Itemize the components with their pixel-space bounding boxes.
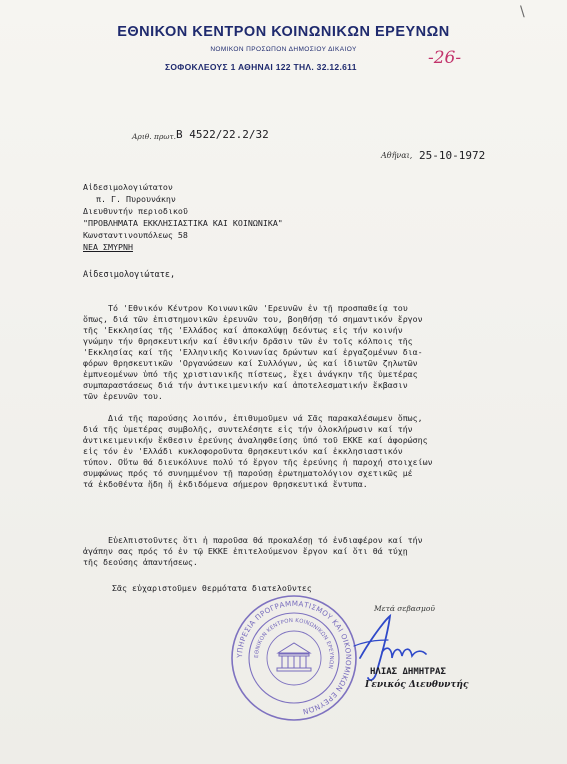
- thanks-line: Σᾶς εὐχαριστοῦμεν θερμότατα διατελοῦντες: [112, 583, 312, 593]
- salutation: Αἰδεσιμολογιώτατε,: [83, 270, 176, 280]
- body-line: συμφώνως πρός τό συνημμένον τῇ παρούσῃ ἐρωτηματολόγιον σχετικῶς μέ: [83, 468, 413, 478]
- body-line: τά ἐκδοθέντα ἤδη ἤ ἐκδιδόμενα σήμερον θρησκευτικά ἔντυπα.: [83, 479, 368, 489]
- body-line: τῆς δεούσης ἀπαντήσεως.: [83, 557, 198, 567]
- body-line: ἀντικειμενικήν ἔκθεσιν ἐρεύνης ἀναληφθείσης ὑπό τοῦ ΕΚΚΕ καί ἀφορώσης: [83, 435, 428, 445]
- handwritten-signature-icon: [330, 610, 450, 690]
- body-line: τῆς 'Εκκλησίας τῆς 'Ελλάδος καί ἀποκαλύψῃ δεόντως εἰς τήν κοινήν: [83, 325, 403, 335]
- body-line: διά τῆς ὑμετέρας συμβολῆς, συντελέσητε εἰς τήν ὁλοκλήρωσιν καί τήν: [83, 424, 413, 434]
- signatory-title: Γενικός Διευθυντής: [365, 680, 469, 690]
- body-line: συμπαραστάσεως διά τήν ἀντικειμενικήν καί ἀποτελεσματικήν ἔκβασιν: [83, 380, 408, 390]
- body-line: 'Εκκλησίας καί τῆς 'Ελληνικῆς Κοινωνίας δρώντων καί ἐργαζομένων δια-: [83, 347, 423, 357]
- corner-mark: \: [520, 4, 525, 20]
- recipient-line: Διευθυντήν περιοδικοῦ: [83, 206, 188, 216]
- stamp-outer-path: ΥΠΗΡΕΣΙΑ ΠΡΟΓΡΑΜΜΑΤΙΣΜΟΥ ΚΑΙ ΟΙΚΟΝΟΜΙΚΩΝ ΕΡΕΥΝΩΝ: [234, 598, 354, 717]
- body-line: εἰς τόν ἐν 'Ελλάδι κυκλοφοροῦντα θρησκευτικόν καί ἐκκλησιαστικόν: [83, 446, 403, 456]
- date-label: Αθῆναι,: [381, 151, 413, 160]
- stamp-inner-path: ΕΘΝΙΚΟΝ ΚΕΝΤΡΟΝ ΚΟΙΝΩΝΙΚΩΝ ΕΡΕΥΝΩΝ: [253, 617, 335, 670]
- letterhead-legal-status: ΝΟΜΙΚΟΝ ΠΡΟΣΩΠΟΝ ΔΗΜΟΣΙΟΥ ΔΙΚΑΙΟΥ: [210, 46, 357, 53]
- body-line: ἀγάπην σας πρός τό ἐν τῷ ΕΚΚΕ ἐπιτελούμενον ἔργον καί ὅτι θά τύχῃ: [83, 546, 408, 556]
- recipient-city: ΝΕΑ ΣΜΥΡΝΗ: [83, 242, 133, 252]
- handwritten-number: -26-: [428, 48, 462, 68]
- body-line: φόρων θρησκευτικῶν 'Οργανώσεων καί Συλλόγων, ὡς καί ἰδιωτῶν ζηλωτῶν: [83, 358, 418, 368]
- closing-formula: Μετά σεβασμοῦ: [374, 604, 435, 613]
- protocol-number: Β 4522/22.2/32: [176, 128, 269, 141]
- recipient-line: "ΠΡΟΒΛΗΜΑΤΑ ΕΚΚΛΗΣΙΑΣΤΙΚΑ ΚΑΙ ΚΟΙΝΩΝΙΚΑ": [83, 218, 283, 228]
- temple-emblem-icon: [277, 643, 311, 671]
- body-line: ὅπως, διά τῶν ἐπιστημονικῶν ἐρευνῶν του, βοηθήσῃ τό σημαντικόν ἔργον: [83, 314, 423, 324]
- protocol-label: Αριθ. πρωτ.: [132, 132, 177, 141]
- letterhead-address: ΣΟΦΟΚΛΕΟΥΣ 1 ΑΘΗΝΑΙ 122 ΤΗΛ. 32.12.611: [165, 62, 357, 72]
- letterhead-org-name: ΕΘΝΙΚΟΝ ΚΕΝΤΡΟΝ ΚΟΙΝΩΝΙΚΩΝ ΕΡΕΥΝΩΝ: [117, 24, 450, 40]
- recipient-line: Κωνσταντινουπόλεως 58: [83, 230, 188, 240]
- body-line: τύπον. Οὕτω θά διευκόλυνε πολύ τό ἔργον τῆς ἐρεύνης ἡ παροχή στοιχείων: [83, 457, 433, 467]
- recipient-line: π. Γ. Πυρουνάκην: [96, 194, 176, 204]
- body-line: Εὐελπιστοῦντες ὅτι ἡ παροῦσα θά προκαλέσῃ τό ἐνδιαφέρον καί τήν: [83, 535, 423, 545]
- body-line: Τό 'Εθνικόν Κέντρον Κοινωνικῶν 'Ερευνῶν ἐν τῇ προσπαθείᾳ του: [83, 303, 408, 313]
- body-line: Διά τῆς παρούσης λοιπόν, ἐπιθυμοῦμεν νά Σᾶς παρακαλέσωμεν ὅπως,: [83, 413, 423, 423]
- recipient-line: Αἰδεσιμολογιώτατον: [83, 182, 173, 192]
- signatory-name: ΗΛΙΑΣ ΔΗΜΗΤΡΑΣ: [370, 667, 446, 677]
- letter-date: 25-10-1972: [419, 149, 486, 162]
- body-line: ἐμπνεομένων ὑπό τῆς χριστιανικῆς πίστεως, ἔχει ἀνάγκην τῆς ὑμετέρας: [83, 369, 418, 379]
- body-line: τῶν ἐρευνῶν του.: [83, 391, 163, 401]
- body-line: γνώμην τήν θρησκευτικήν καί ἐθνικήν δρᾶσιν τῶν ἐν τοῖς κόλποις τῆς: [83, 336, 413, 346]
